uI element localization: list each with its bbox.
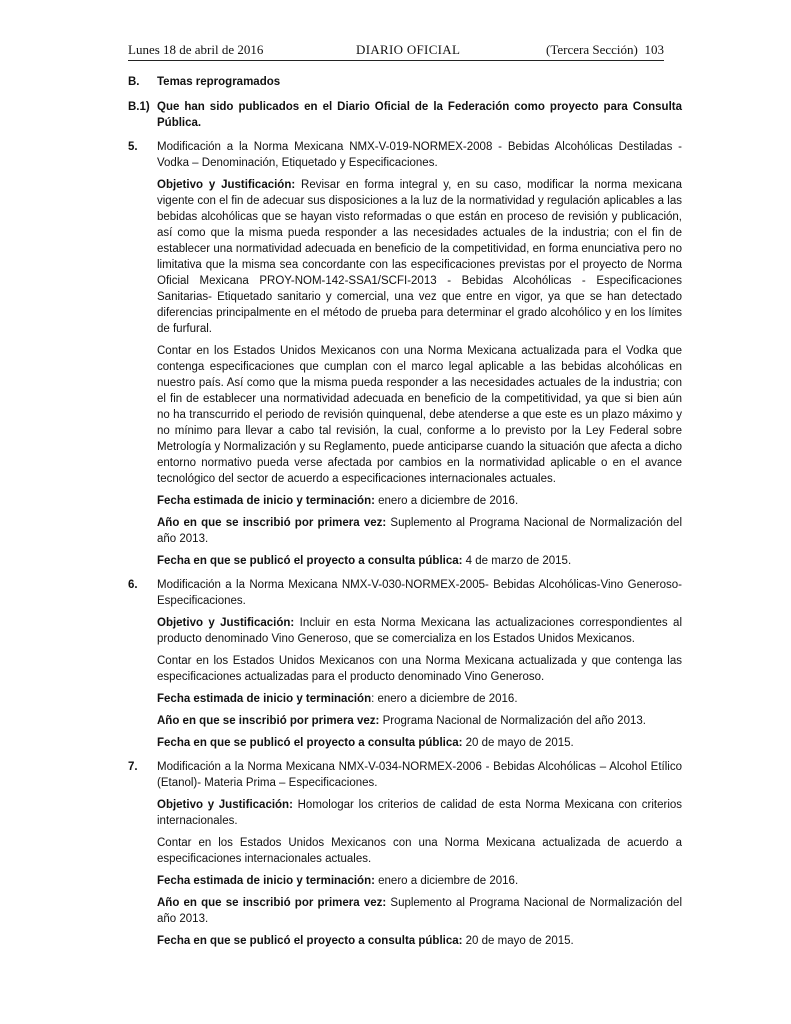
- publico-label: Fecha en que se publicó el proyecto a consulta pública:: [157, 737, 463, 749]
- objetivo-paragraph: [128, 797, 682, 829]
- list-item-6: [128, 577, 682, 609]
- list-item-7: [128, 759, 682, 791]
- objetivo-paragraph: [128, 177, 682, 337]
- objetivo-label: Objetivo y Justificación:: [157, 617, 295, 629]
- fecha-paragraph: [128, 493, 682, 509]
- publico-paragraph: [128, 735, 682, 751]
- section-heading: [128, 74, 682, 90]
- item-title: Modificación a la Norma Mexicana NMX-V-034-NORMEX-2006 - Bebidas Alcohólicas – Alcohol Etílico (Etanol)- Materia Prima – Especificaciones.: [157, 761, 682, 789]
- item-number: 7.: [128, 761, 138, 773]
- contar-paragraph: Contar en los Estados Unidos Mexicanos con una Norma Mexicana actualizada y que contenga las especificaciones actualizadas para el producto denominado Vino Generoso.: [157, 655, 682, 683]
- fecha-paragraph: [128, 691, 682, 707]
- document-body: [128, 74, 682, 949]
- contar-paragraph: Contar en los Estados Unidos Mexicanos con una Norma Mexicana actualizada para el Vodka que contenga especificaciones que cumplan con el marco legal aplicable a las bebidas alcohólicas en nuestro país. Así como que la misma pueda responder a las necesidades actuales de la industria; con el fin de establecer una normatividad adecuada en beneficio de la competitividad, ya que si bien aún no ha transcurrido el periodo de revisión quinquenal, debe atenderse a que este es un plazo máximo y no mínimo para llevar a cabo tal revisión, la cual, conforme a lo previsto por la Ley Federal sobre Metrología y Normalización y su Reglamento, puede anticiparse cuando la situación que afecta a dicho entorno normativo pueda verse afectada por cambios en la normatividad aplicable o en el avance tecnológico del sector de acuerdo a especificaciones internacionales actuales.: [157, 345, 682, 485]
- subsection-heading: [128, 99, 682, 131]
- item-number: 6.: [128, 579, 138, 591]
- fecha-text: : enero a diciembre de 2016.: [371, 693, 518, 705]
- publico-text: 20 de mayo de 2015.: [462, 737, 574, 749]
- anio-label: Año en que se inscribió por primera vez:: [157, 715, 380, 727]
- section-label: B.: [128, 76, 140, 88]
- contar-paragraph: Contar en los Estados Unidos Mexicanos con una Norma Mexicana actualizada de acuerdo a especificaciones internacionales actuales.: [157, 837, 682, 865]
- objetivo-label: Objetivo y Justificación:: [157, 799, 293, 811]
- publico-paragraph: [128, 933, 682, 949]
- objetivo-text: Homologar los criterios de calidad de esta Norma Mexicana con criterios internacionales.: [157, 799, 683, 827]
- header-page-number: 103: [644, 42, 664, 57]
- anio-text: Suplemento al Programa Nacional de Normalización del año 2013.: [157, 517, 682, 545]
- objetivo-text: Revisar en forma integral y, en su caso, modificar la norma mexicana vigente con el fin de adecuar sus disposiciones a la luz de la normatividad y regulación aplicables a las bebidas alcohólicas que se hayan visto reformadas o que están en proceso de revisión y publicación, así como que la misma pueda responder a las necesidades actuales de la industria; con el fin de establecer una normatividad adecuada en beneficio de la competitividad, en forma enunciativa pero no limitativa que la misma sea concordante con las especificaciones previstas por el proyecto de Norma Oficial Mexicana PROY-NOM-142-SSA1/SCFI-2013 - Bebidas Alcohólicas - Especificaciones Sanitarias- Etiquetado sanitario y comercial, una vez que entre en vigor, ya que se han detectado diferencias principalmente en el método de prueba para determinar el grado alcohólico y en los límites de furfural.: [157, 179, 683, 335]
- fecha-paragraph: [128, 873, 682, 889]
- fecha-text: enero a diciembre de 2016.: [374, 875, 519, 887]
- fecha-label: Fecha estimada de inicio y terminación:: [157, 875, 375, 887]
- header-publication: DIARIO OFICIAL: [356, 42, 461, 57]
- anio-label: Año en que se inscribió por primera vez:: [157, 517, 387, 529]
- anio-text: Suplemento al Programa Nacional de Normalización del año 2013.: [157, 897, 682, 925]
- anio-paragraph: [128, 713, 682, 729]
- fecha-text: enero a diciembre de 2016.: [374, 495, 519, 507]
- anio-label: Año en que se inscribió por primera vez:: [157, 897, 387, 909]
- item-title: Modificación a la Norma Mexicana NMX-V-019-NORMEX-2008 - Bebidas Alcohólicas Destiladas - Vodka – Denominación, Etiquetado y Especificaciones.: [157, 141, 682, 169]
- anio-paragraph: [128, 895, 682, 927]
- publico-text: 4 de marzo de 2015.: [462, 555, 572, 567]
- objetivo-text: Incluir en esta Norma Mexicana las actualizaciones correspondientes al producto denominado Vino Generoso, que se comercializa en los Estados Unidos Mexicanos.: [157, 617, 682, 645]
- item-title: Modificación a la Norma Mexicana NMX-V-030-NORMEX-2005- Bebidas Alcohólicas-Vino Generoso- Especificaciones.: [157, 579, 682, 607]
- anio-text: Programa Nacional de Normalización del año 2013.: [379, 715, 646, 727]
- list-item-5: [128, 139, 682, 171]
- section-title: Temas reprogramados: [157, 76, 281, 88]
- item-number: 5.: [128, 141, 138, 153]
- objetivo-label: Objetivo y Justificación:: [157, 179, 296, 191]
- page-header: [128, 42, 664, 60]
- publico-label: Fecha en que se publicó el proyecto a consulta pública:: [157, 935, 463, 947]
- header-date: Lunes 18 de abril de 2016: [128, 42, 264, 57]
- publico-paragraph: [128, 553, 682, 569]
- fecha-label: Fecha estimada de inicio y terminación:: [157, 495, 375, 507]
- header-divider: [128, 60, 664, 61]
- objetivo-paragraph: [128, 615, 682, 647]
- subsection-title: Que han sido publicados en el Diario Oficial de la Federación como proyecto para Consulta Pública.: [157, 101, 682, 129]
- subsection-label: B.1): [128, 101, 150, 113]
- anio-paragraph: [128, 515, 682, 547]
- publico-text: 20 de mayo de 2015.: [462, 935, 574, 947]
- publico-label: Fecha en que se publicó el proyecto a consulta pública:: [157, 555, 463, 567]
- fecha-label: Fecha estimada de inicio y terminación: [157, 693, 372, 705]
- header-section: (Tercera Sección): [546, 42, 638, 57]
